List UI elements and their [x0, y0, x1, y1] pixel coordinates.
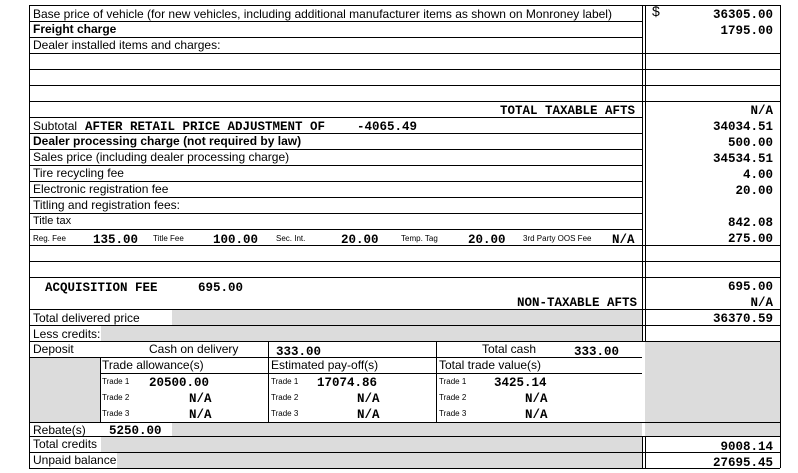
dealer-processing-value: 500.00 — [727, 136, 773, 150]
sales-price-label: Sales price (including dealer processing charge) — [33, 150, 290, 164]
trade-payoff-value: 17074.86 — [317, 376, 378, 390]
shade-less-credits — [101, 325, 642, 341]
title-fee-value: 100.00 — [213, 233, 259, 247]
trade-row-label: Trade 3 — [439, 409, 467, 418]
temp-tag-label: Temp. Tag — [401, 234, 438, 243]
subtotal-label: Subtotal — [33, 119, 78, 133]
trade-value-header: Total trade value(s) — [439, 358, 542, 372]
shade-unpaid — [117, 452, 642, 468]
tire-recycling-value: 4.00 — [742, 168, 773, 182]
oos-fee-value: N/A — [612, 233, 635, 247]
non-taxable-value: N/A — [750, 296, 773, 310]
non-taxable-label: NON-TAXABLE AFTS — [517, 296, 638, 310]
oos-fee-label: 3rd Party OOS Fee — [523, 234, 592, 243]
trade-value-value: N/A — [525, 392, 548, 406]
electronic-registration-value: 20.00 — [735, 184, 773, 198]
shade-trade-left — [29, 357, 100, 422]
total-credits-label: Total credits — [33, 437, 98, 451]
reg-fee-label: Reg. Fee — [33, 234, 66, 243]
trade-row-label: Trade 2 — [102, 393, 130, 402]
title-tax-value: 842.08 — [727, 216, 773, 230]
tire-recycling-label: Tire recycling fee — [33, 166, 124, 180]
freight-label: Freight charge — [33, 22, 117, 36]
base-price-label: Base price of vehicle (for new vehicles, including additional manufacturer items as shown on Monroney label) — [33, 7, 612, 21]
trade-row-label: Trade 2 — [271, 393, 299, 402]
trade-row-label: Trade 3 — [271, 409, 299, 418]
trade-row-label: Trade 1 — [439, 377, 467, 386]
title-fee-label: Title Fee — [153, 234, 184, 243]
less-credits-label: Less credits: — [33, 327, 101, 341]
rebates-value: 5250.00 — [109, 424, 162, 438]
sales-price-value: 34534.51 — [712, 152, 773, 166]
trade-row-label: Trade 1 — [271, 377, 299, 386]
cash-on-delivery-label: Cash on delivery — [149, 342, 239, 356]
cash-on-delivery-value: 333.00 — [276, 345, 322, 359]
trade-value-value: N/A — [525, 408, 548, 422]
total-delivered-value: 36370.59 — [712, 312, 773, 326]
trade-row-label: Trade 3 — [102, 409, 130, 418]
trade-row-label: Trade 2 — [439, 393, 467, 402]
reg-fee-value: 135.00 — [93, 233, 139, 247]
dealer-processing-label: Dealer processing charge (not required by law) — [33, 134, 302, 148]
sec-int-value: 20.00 — [341, 233, 379, 247]
trade-allowance-value: N/A — [189, 408, 212, 422]
total-cash-value: 333.00 — [574, 345, 620, 359]
temp-tag-value: 20.00 — [468, 233, 506, 247]
total-taxable-value: N/A — [750, 104, 773, 118]
dealer-installed-label: Dealer installed items and charges: — [33, 38, 221, 52]
electronic-registration-label: Electronic registration fee — [33, 182, 169, 196]
freight-value: 1795.00 — [720, 24, 773, 38]
base-price-value: 36305.00 — [712, 8, 773, 22]
trade-allowance-header: Trade allowance(s) — [102, 358, 204, 372]
total-delivered-label: Total delivered price — [33, 311, 140, 325]
titling-label: Titling and registration fees: — [33, 198, 180, 212]
deposit-label: Deposit — [33, 342, 74, 356]
shade-total-delivered — [172, 309, 642, 325]
trade-allowance-value: 20500.00 — [149, 376, 210, 390]
acquisition-fee-label: ACQUISITION FEE — [45, 281, 158, 295]
dollar-sign: $ — [652, 3, 660, 19]
payoff-header: Estimated pay-off(s) — [271, 358, 379, 372]
rebates-label: Rebate(s) — [33, 423, 86, 437]
unpaid-balance-label: Unpaid balance — [33, 453, 117, 467]
total-cash-label: Total cash — [482, 342, 537, 356]
total-taxable-label: TOTAL TAXABLE AFTS — [500, 104, 636, 118]
trade-payoff-value: N/A — [357, 392, 380, 406]
acquisition-fee-value: 695.00 — [198, 281, 244, 295]
unpaid-balance-value: 27695.45 — [712, 456, 773, 470]
title-tax-label: Title tax — [33, 215, 72, 227]
total-credits-value: 9008.14 — [720, 440, 773, 454]
acquisition-fee-total: 695.00 — [727, 280, 773, 294]
shade-rebates — [172, 422, 642, 436]
trade-row-label: Trade 1 — [102, 377, 130, 386]
trade-payoff-value: N/A — [357, 408, 380, 422]
shade-total-credits — [101, 436, 642, 452]
sec-int-label: Sec. Int. — [276, 234, 306, 243]
fees-total-value: 275.00 — [727, 232, 773, 246]
adjustment-value: -4065.49 — [357, 120, 418, 134]
subtotal-value: 34034.51 — [712, 120, 773, 134]
trade-value-value: 3425.14 — [494, 376, 547, 390]
trade-allowance-value: N/A — [189, 392, 212, 406]
adjustment-text: AFTER RETAIL PRICE ADJUSTMENT OF — [85, 120, 326, 134]
